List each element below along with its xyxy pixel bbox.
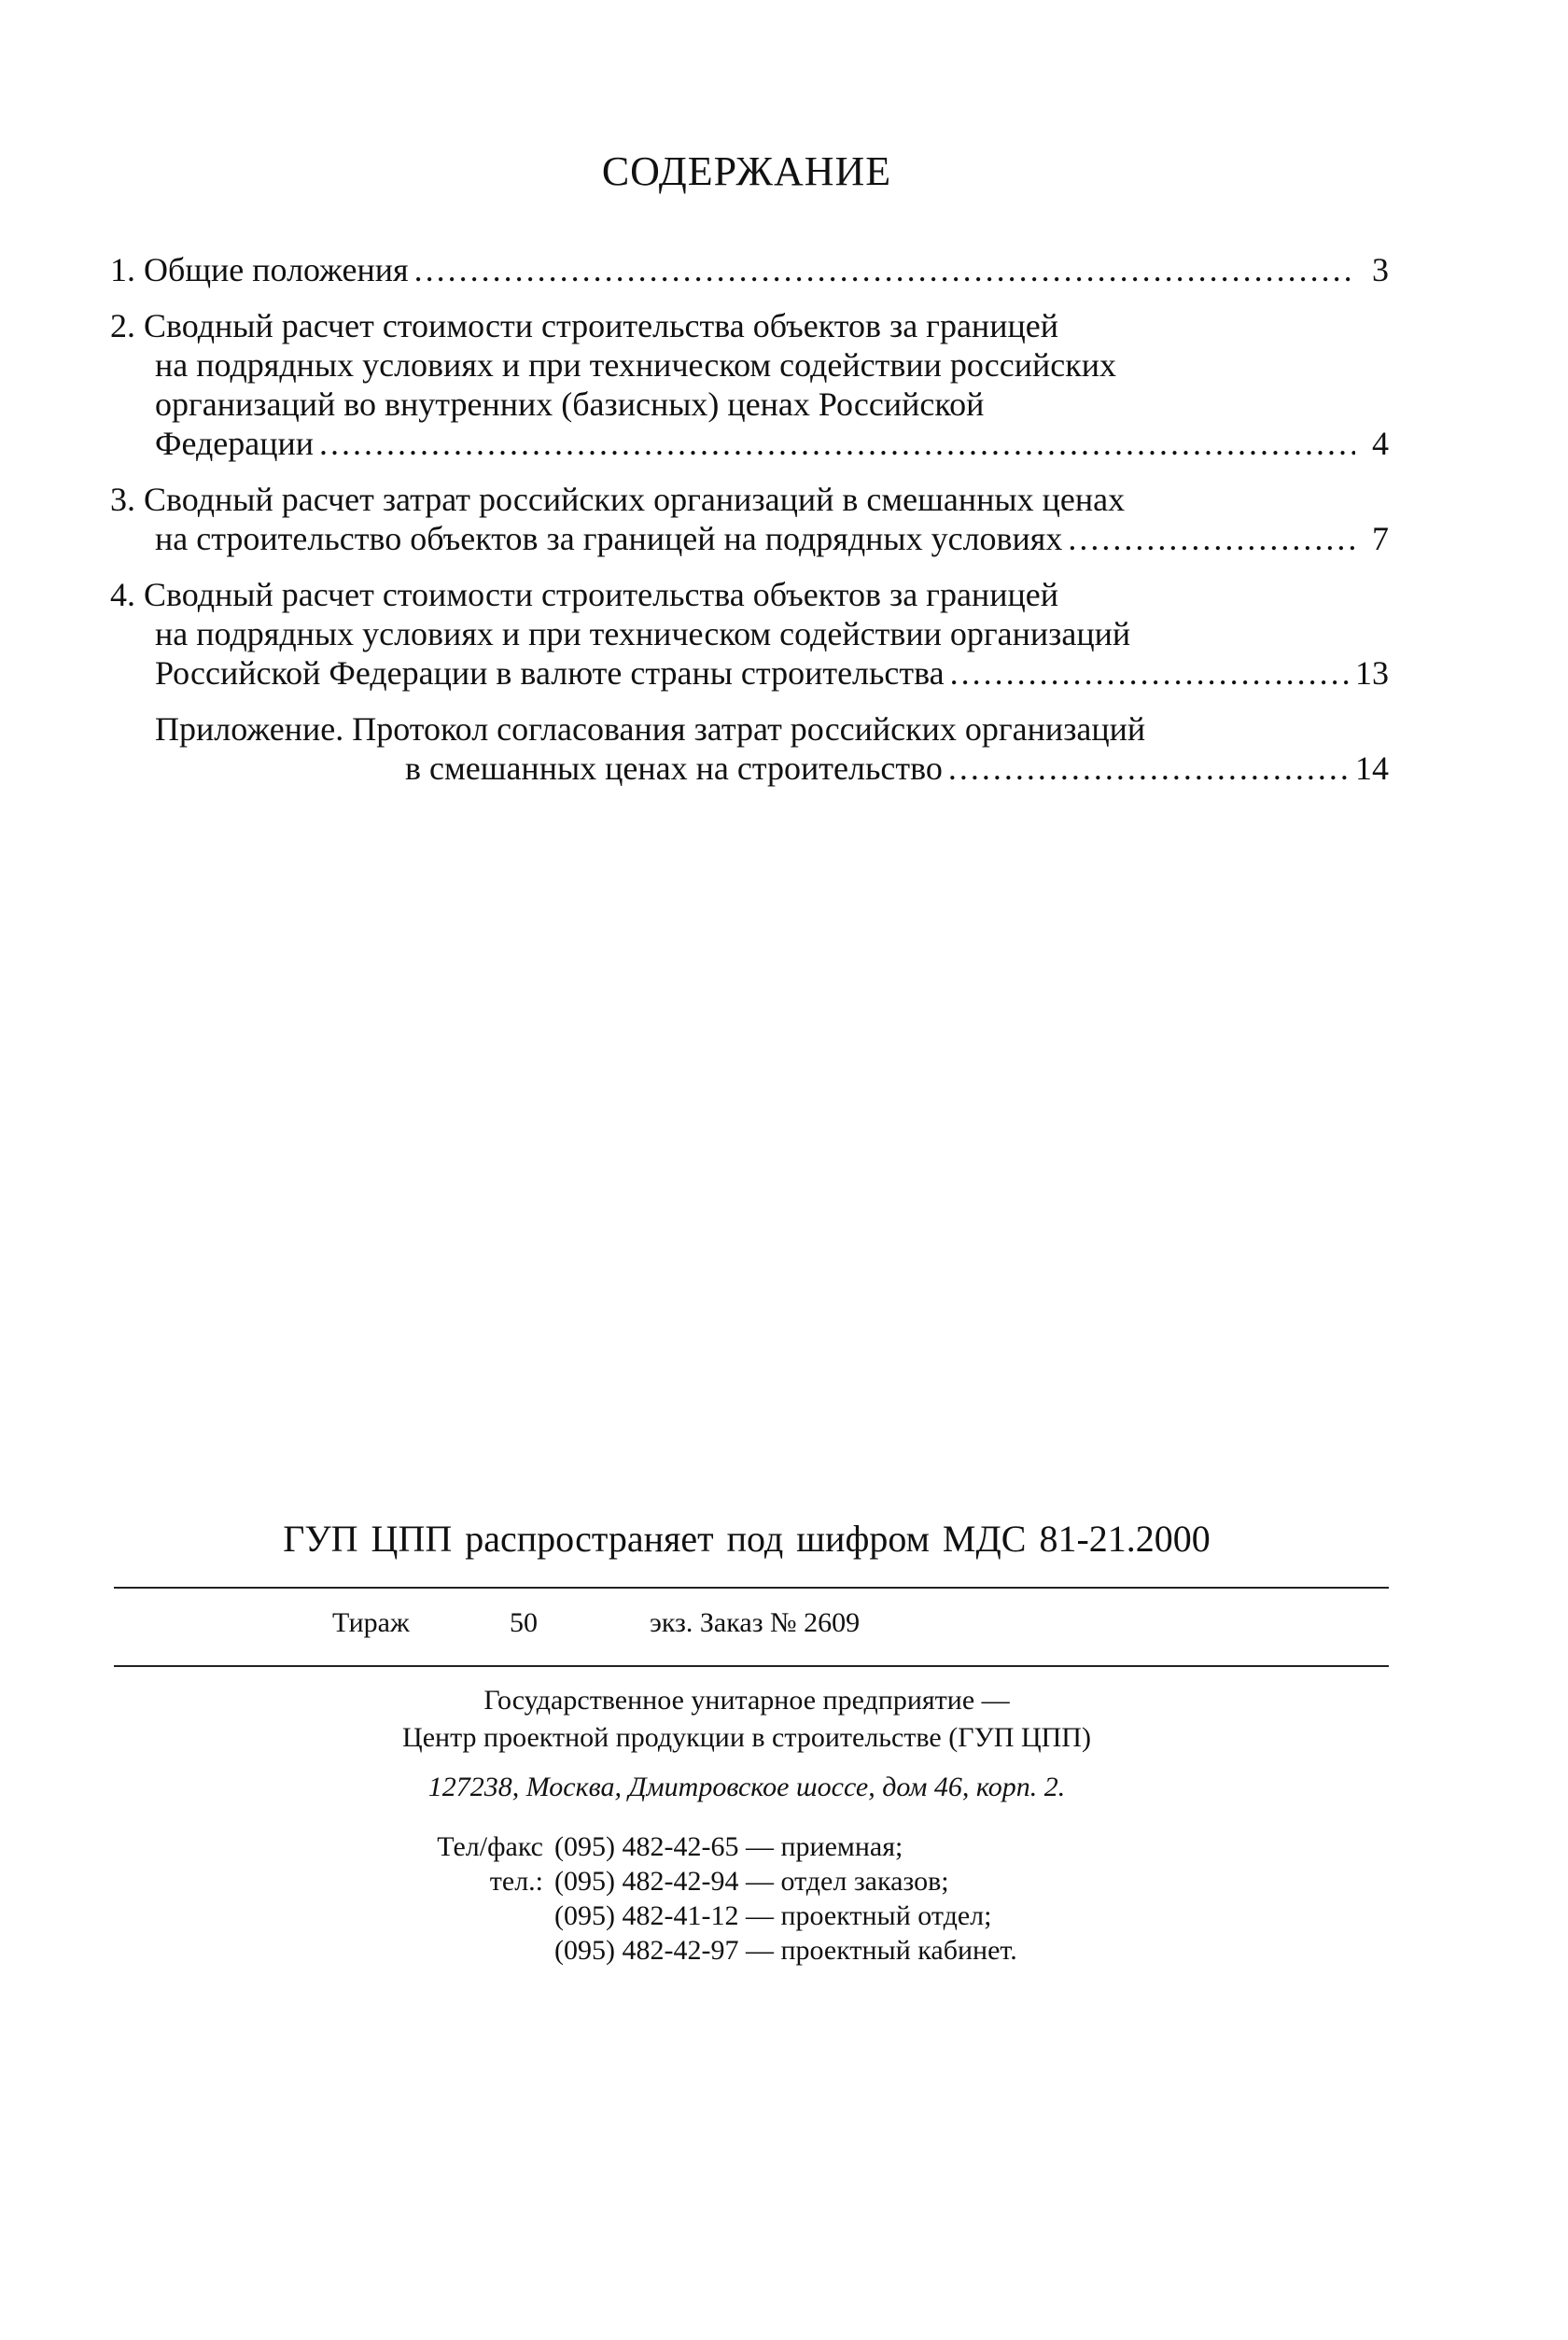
toc-entry-line [110,424,1389,463]
contact-value: (095) 482-41-12 — проектный отдел; [554,1900,992,1931]
toc-entry-text: на строительство объектов за границей на подрядных условиях [155,520,1063,557]
contact-value: (095) 482-42-65 — приемная; [554,1831,903,1862]
toc-entry-text: 4. Сводный расчет стоимости строительства объектов за границей [110,576,1058,613]
order-number: экз. Заказ № 2609 [650,1607,861,1638]
divider [114,1665,1389,1667]
contact-label: Тел/факс [437,1831,543,1862]
publisher-address: 127238, Москва, Дмитровское шоссе, дом 46, корп. 2. [427,1772,1066,1802]
contact-row [377,1899,1017,1933]
toc-entry-text: 1. Общие положения [110,251,409,288]
toc-leader-dots [1068,519,1355,558]
contact-row [377,1933,1017,1968]
toc-entry-text: 2. Сводный расчет стоимости строительства объектов за границей [110,307,1058,344]
toc-leader-dots [950,653,1350,693]
toc-entry-text: Российской Федерации в валюте страны строительства [155,654,945,692]
toc-page-number: 7 [1372,520,1389,557]
toc-entry-line [110,653,1389,693]
toc-page-number: 14 [1355,750,1389,787]
toc-leader-dots [319,424,1355,463]
publisher-line: Государственное унитарное предприятие — [483,1685,1010,1716]
print-run-label: Тираж [332,1607,410,1638]
toc-page-number: 3 [1372,251,1389,288]
contact-value: (095) 482-42-94 — отдел заказов; [554,1866,949,1897]
toc-entry-text: на подрядных условиях и при техническом содействии организаций [155,615,1131,652]
table-of-contents [110,250,1389,805]
toc-entry-text: Приложение. Протокол согласования затрат российских организаций [155,710,1146,748]
toc-entry-line [110,250,1389,289]
publisher-line: Центр проектной продукции в строительстве (ГУП ЦПП) [402,1722,1091,1753]
contact-row [377,1864,1017,1899]
toc-entry-line [110,749,1389,788]
toc-page-number: 13 [1355,654,1389,692]
toc-entry-line [110,519,1389,558]
toc-page-number: 4 [1372,425,1389,462]
contact-label [377,1899,554,1933]
toc-entry-text: на подрядных условиях и при техническом содействии российских [155,346,1117,384]
toc-entry-text: в смешанных ценах на строительство [405,750,943,787]
toc-entry [110,306,1389,463]
toc-entry-text: Федерации [155,425,315,462]
print-run-value: 50 [510,1607,538,1638]
divider [114,1587,1389,1589]
toc-entry [110,480,1389,558]
toc-entry-text: 3. Сводный расчет затрат российских организаций в смешанных ценах [110,481,1126,518]
contact-row [377,1829,1017,1864]
contact-list [377,1829,1017,1968]
publisher-info [0,1682,1493,1757]
toc-title: СОДЕРЖАНИЕ [601,148,892,194]
toc-entry [110,250,1389,289]
contact-label: тел.: [489,1866,543,1897]
toc-leader-dots [414,250,1355,289]
contact-label [377,1933,554,1968]
toc-entry-text: организаций во внутренних (базисных) ценах Российской [155,385,985,423]
toc-leader-dots [948,749,1350,788]
distribution-code-line: ГУП ЦПП распространяет под шифром МДС 81-21.2000 [283,1518,1211,1560]
contact-value: (095) 482-42-97 — проектный кабинет. [554,1935,1017,1966]
toc-entry [110,575,1389,693]
toc-entry-appendix [110,709,1389,788]
